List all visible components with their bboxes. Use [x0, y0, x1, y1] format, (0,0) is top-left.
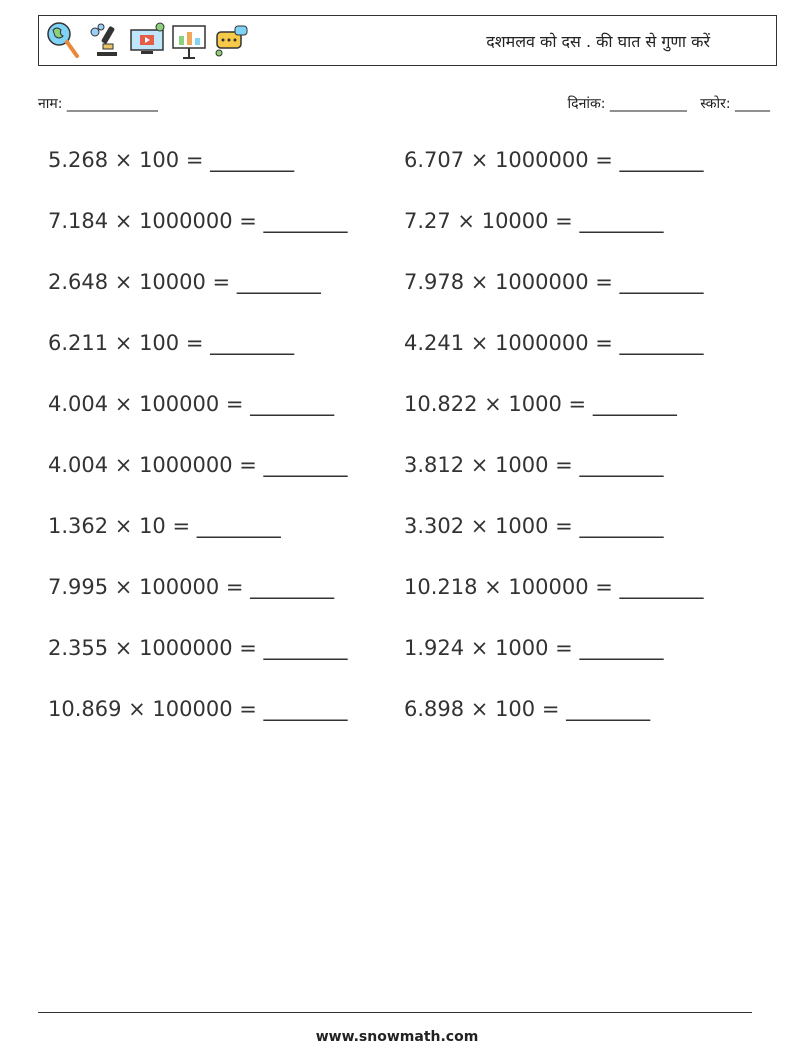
- problem-left-1: 5.268 × 100 = ________: [48, 148, 295, 172]
- problem-right-5: 10.822 × 1000 = ________: [404, 392, 677, 416]
- header-icons: [45, 20, 249, 60]
- problem-left-4: 6.211 × 100 = ________: [48, 331, 295, 355]
- chat-bubbles-icon: [213, 20, 249, 60]
- worksheet-header: [38, 15, 777, 66]
- microscope-icon: [87, 20, 123, 60]
- score-field: स्कोर: _____: [700, 96, 770, 112]
- problem-right-2: 7.27 × 10000 = ________: [404, 209, 664, 233]
- problem-left-7: 1.362 × 10 = ________: [48, 514, 281, 538]
- problem-left-6: 4.004 × 1000000 = ________: [48, 453, 348, 477]
- magnifier-globe-icon: [45, 20, 81, 60]
- worksheet-title: दशमलव को दस . की घात से गुणा करें: [486, 32, 710, 51]
- problem-right-10: 6.898 × 100 = ________: [404, 697, 651, 721]
- problem-right-1: 6.707 × 1000000 = ________: [404, 148, 704, 172]
- presentation-board-icon: [171, 20, 207, 60]
- problem-left-5: 4.004 × 100000 = ________: [48, 392, 335, 416]
- problem-left-3: 2.648 × 10000 = ________: [48, 270, 321, 294]
- problem-right-4: 4.241 × 1000000 = ________: [404, 331, 704, 355]
- problem-right-7: 3.302 × 1000 = ________: [404, 514, 664, 538]
- problem-right-3: 7.978 × 1000000 = ________: [404, 270, 704, 294]
- problem-right-9: 1.924 × 1000 = ________: [404, 636, 664, 660]
- problem-right-8: 10.218 × 100000 = ________: [404, 575, 704, 599]
- footer-website: www.snowmath.com: [315, 1029, 479, 1045]
- problem-left-10: 10.869 × 100000 = ________: [48, 697, 348, 721]
- video-monitor-icon: [129, 20, 165, 60]
- problem-left-8: 7.995 × 100000 = ________: [48, 575, 335, 599]
- problem-left-9: 2.355 × 1000000 = ________: [48, 636, 348, 660]
- name-field: नाम: _____________: [38, 96, 158, 112]
- date-score-fields: [568, 94, 770, 113]
- footer-divider: [38, 1012, 752, 1013]
- date-field: दिनांक: ___________: [567, 96, 687, 112]
- problem-right-6: 3.812 × 1000 = ________: [404, 453, 664, 477]
- problem-left-2: 7.184 × 1000000 = ________: [48, 209, 348, 233]
